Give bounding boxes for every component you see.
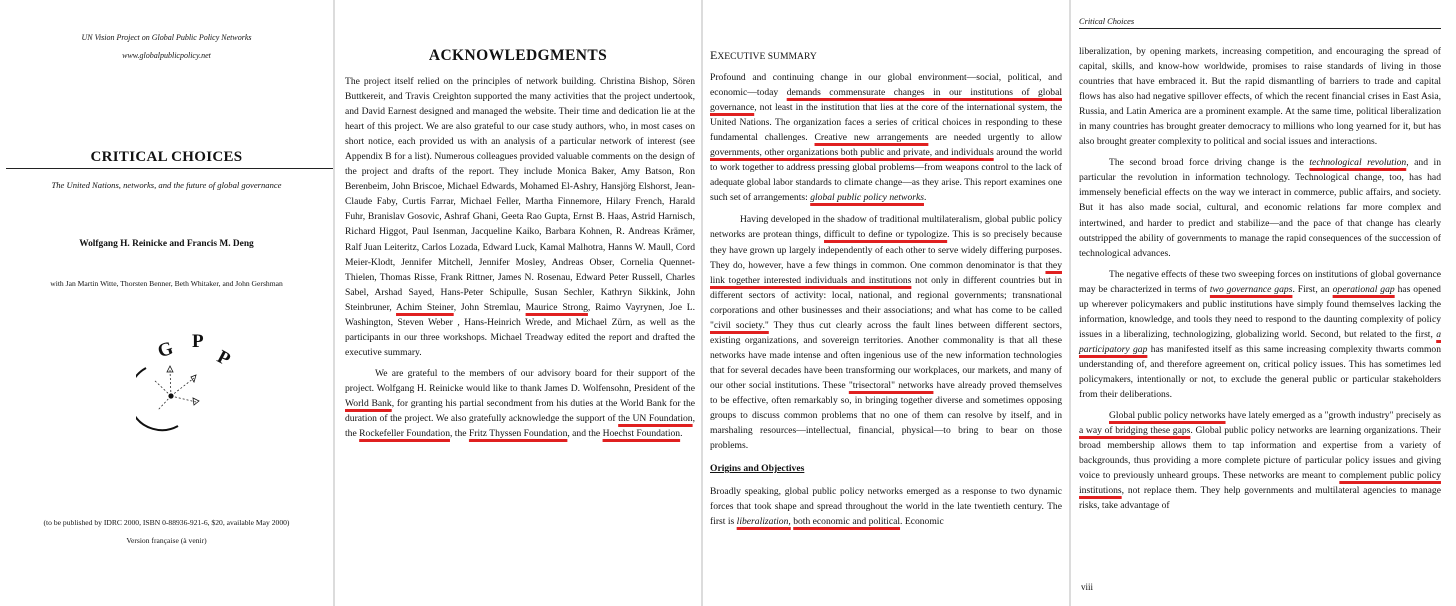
logo-letter-p2: P xyxy=(213,346,234,371)
book-title: CRITICAL CHOICES xyxy=(90,149,243,165)
executive-summary-heading: EXECUTIVE SUMMARY xyxy=(710,48,817,62)
highlight-technological-revolution: technological revolution xyxy=(1309,157,1407,169)
technology-paragraph: The second broad force driving change is the technological revolution, and in particular the revolution in information technology. Technological change, too, has had immensely beneficial effects on the way we interact in commerce, public affairs, and society. But it has also made social, cultural, and economic relations far more complex and intertwined, and harder to predict and stabilize—and the pace of that change has clearly outstripped the ability of governments to manage the rapid consequences of the succession of technological advances. xyxy=(1079,157,1442,259)
acknowledgments-paragraph-2: We are grateful to the members of our advisory board for their support of the project. Wolfgang H. Reinicke would like to thank James D. Wolfensohn, President of the World Bank, for granting his partial secondment from his duties at the World Bank for the duration of the project. We also gratefully acknowledge the support of the UN Foundation, the Rockefeller Foundation, the Fritz Thyssen Foundation, and the Hoechst Foundation. xyxy=(345,367,695,440)
running-head-rule xyxy=(1079,28,1441,29)
highlight-governments-organizations: governments, other organizations both public and private, and individuals xyxy=(710,147,994,159)
continued-paragraph: liberalization, by opening markets, increasing competition, and encouraging the spread of capital, skills, and know-how worldwide, promises to raise standards of living in those countries that have embraced it. But the rapid dismantling of barriers to trade and capital flows has also had negative spillover effects, of which the recent financial crises in East Asia, Russia, and Latin America are a prominent example. At the same time, political liberalization in many countries has brought greater democracy to millions who long yearned for it, but has also brought greater complexity to political and social issues and interactions. xyxy=(1079,46,1441,148)
summary-paragraph-2: Having developed in the shadow of traditional multilateralism, global public policy networks are protean things, difficult to define or typologize. This is so precisely because they have grown up largely independently of each other to serve widely differing purposes. They do, however, have a few things in common. One common denominator is that they link together interested individuals and institutions not only in different countries but in different sectors of activity: local, national, and regional governments; transnational corporations and other businesses and their associations; and what has come to be called "civil society." They thus cut clearly across the fault lines between different sectors, existing organizations, and sovereign territories. Another commonality is that all these networks have made intense and often ingenious use of the new information technologies that for several decades have been transforming our workplaces, our markets, and many of our other social institutions. These "trisectoral" networks have already proved themselves to be effective, often remarkably so, in bringing together diverse and sometimes opposing groups to discuss common problems that no one of them can resolve by itself, and in marshaling resources—intellectual, financial, physical—to bring to bear on those problems. xyxy=(710,214,1062,452)
highlight-participatory-gap: a participatory gap xyxy=(1079,328,1441,355)
highlight-world-bank: World Bank xyxy=(345,397,392,409)
french-version-note: Version française (à venir) xyxy=(126,536,207,545)
critical-choices-page xyxy=(1071,0,1456,606)
logo-arc xyxy=(136,368,178,430)
highlight-commensurate-changes: demands commensurate changes in our institutions of global governance xyxy=(710,87,1062,114)
page-number: viii xyxy=(1081,582,1094,592)
acknowledgments-paragraph-1: The project itself relied on the principles of network building. Christina Bishop, Sören Buttkereit, and Travis Creighton supported the many activities that the project undertook, and David Earnest designed and managed the website. Their time and dedication lie at the heart of this project. We are also grateful to our case study authors, who, in most cases on short notice, each provided us with an analysis of a particular network of interest (see Appendix B for a list). Numerous colleagues provided valuable comments on the design of the project and drafts of the report. They include Monica Baker, Amy Batson, Ron Berenbeim, John Briscoe, Michael Edwards, Mohamed El-Ashry, Hansjörg Elshorst, Jean-Claude Faby, Curtis Farrar, Michael Feller, Martha Finnemore, Hilary French, Harald Fuhr, Branislav Gosovic, Ashraf Ghani, Geeta Rao Gupta, Ernst B. Haas, Astrid Harnisch, Richard Higgot, Paul Isenman, Jacqueline Kaiko, Barbara Kohnen, R. Andreas Krämer, Ralf Juan Leiteritz, Carlos Lozada, Edward Luck, Kamal Malhotra, Hanns W. Maull, Cord Meier-Klodt, Jennifer Mitchell, Jennifer Mosley, Andreas Obser, Cornelia Quennet-Thielen, Thomas Risse, Frank Rittner, James N. Rosenau, Edward Peter Russell, Charles Sabel, Arshad Sayed, Hans-Peter Schipulle, Susan Sechler, Kathryn Sikkink, John Steinbruner, Achim Steiner, John Stremlau, Maurice Strong, Raimo Vayrynen, Joe L. Washington, Steven Weber , Hans-Heinrich Wrede, and Michael Zürn, as well as the participants in our three workshops. Michael Treadway edited the report and drafted the executive summary. xyxy=(345,76,696,358)
governance-gaps-paragraph: The negative effects of these two sweeping forces on institutions of global governance may be characterized in terms of two governance gaps. First, an operational gap has opened up wherever policymakers and public institutions have simply found themselves lacking the information, knowledge, and tools they need to respond to the daunting complexity of policy issues in a liberalizing, technologizing, globalizing world. Second, but related to the first, a participatory gap has manifested itself as this same increasing complexity thwarts common understanding of, and therefore agreement on, critical policy issues. This has sometimes led policymakers, intentionally or not, to exclude the general public or particular stakeholders from their deliberations. xyxy=(1079,268,1441,401)
highlight-achim-steiner: Achim Steiner xyxy=(396,301,454,313)
origins-subheading: Origins and Objectives xyxy=(710,463,805,475)
highlight-operational-gap: operational gap xyxy=(1332,283,1395,295)
title-rule xyxy=(6,168,333,169)
logo-letter-p1: P xyxy=(192,331,204,352)
authors: Wolfgang H. Reinicke and Francis M. Deng xyxy=(79,239,254,249)
highlight-difficult-to-define: difficult to define or typologize xyxy=(824,229,948,241)
acknowledgments-heading: ACKNOWLEDGMENTS xyxy=(428,47,608,64)
logo-letter-g: G xyxy=(155,337,176,363)
highlight-maurice-strong: Maurice Strong xyxy=(525,301,588,313)
publication-note: (to be published by IDRC 2000, ISBN 0-88936-921-6, $20, available May 2000) xyxy=(43,518,290,527)
highlight-creative-arrangements: Creative new arrangements xyxy=(814,132,929,144)
acknowledgments-page xyxy=(335,0,701,606)
running-head: Critical Choices xyxy=(1079,17,1135,26)
networks-paragraph: Global public policy networks have lately emerged as a "growth industry" precisely as a way of bridging these gaps. Global public policy networks are learning organizations. Their broad membership allows them to tap information and expertise from a variety of backgrounds, thus providing a more complete picture of particular policy issues and giving voice to previously unheard groups. These networks are meant to complement public policy institutions, not replace them. They help governments and multilateral agencies to manage risks, take advantage of xyxy=(1079,410,1441,512)
highlight-link-together: they link together interested individuals and institutions xyxy=(710,259,1062,286)
highlight-rockefeller-foundation: Rockefeller Foundation xyxy=(359,428,450,440)
project-line: UN Vision Project on Global Public Policy Networks xyxy=(81,33,252,42)
highlight-bridging-gaps: a way of bridging these gaps xyxy=(1079,425,1191,437)
highlight-fritz-thyssen-foundation: Fritz Thyssen Foundation xyxy=(468,428,568,440)
highlight-trisectoral-networks: "trisectoral" networks xyxy=(848,379,934,391)
highlight-economic-political: both economic and political xyxy=(793,516,901,528)
highlight-complement-institutions: complement public policy institutions xyxy=(1079,470,1441,497)
highlight-liberalization: liberalization, xyxy=(736,516,791,528)
highlight-gppn: Global public policy networks xyxy=(1109,410,1226,422)
summary-paragraph-3: Broadly speaking, global public policy networks emerged as a response to two dynamic forces that took shape and spread throughout the world in the late twentieth century. The first is liberalization, both economic and political. Economic xyxy=(710,486,1062,528)
highlight-global-public-policy-networks: global public policy networks xyxy=(810,192,924,204)
summary-paragraph-1: Profound and continuing change in our global environment—social, political, and economic—today demands commensurate changes in our institutions of global governance, not least in the institution that lies at the core of the international system, the United Nations. The organization faces a series of critical choices in responding to these fundamental challenges. Creative new arrangements are needed urgently to allow governments, other organizations both public and private, and individuals around the world to work together to address pressing global problems—from weapons control to the lack of adequate global labor standards to climate change—as they arise. This report examines one such set of arrangements: global public policy networks. xyxy=(710,72,1062,204)
contributors: with Jan Martin Witte, Thorsten Benner, Beth Whitaker, and John Gershman xyxy=(50,279,283,288)
gpp-logo xyxy=(136,330,246,435)
website-text: www.globalpublicpolicy.net xyxy=(122,51,211,60)
executive-summary-page xyxy=(703,0,1069,606)
highlight-civil-society: "civil society." xyxy=(710,319,769,331)
highlight-un-foundation: the UN Foundation xyxy=(618,413,693,425)
book-subtitle: The United Nations, networks, and the future of global governance xyxy=(51,180,282,190)
highlight-two-governance-gaps: two governance gaps xyxy=(1209,283,1293,295)
title-page xyxy=(0,0,333,606)
highlight-hoechst-foundation: Hoechst Foundation xyxy=(602,428,681,440)
